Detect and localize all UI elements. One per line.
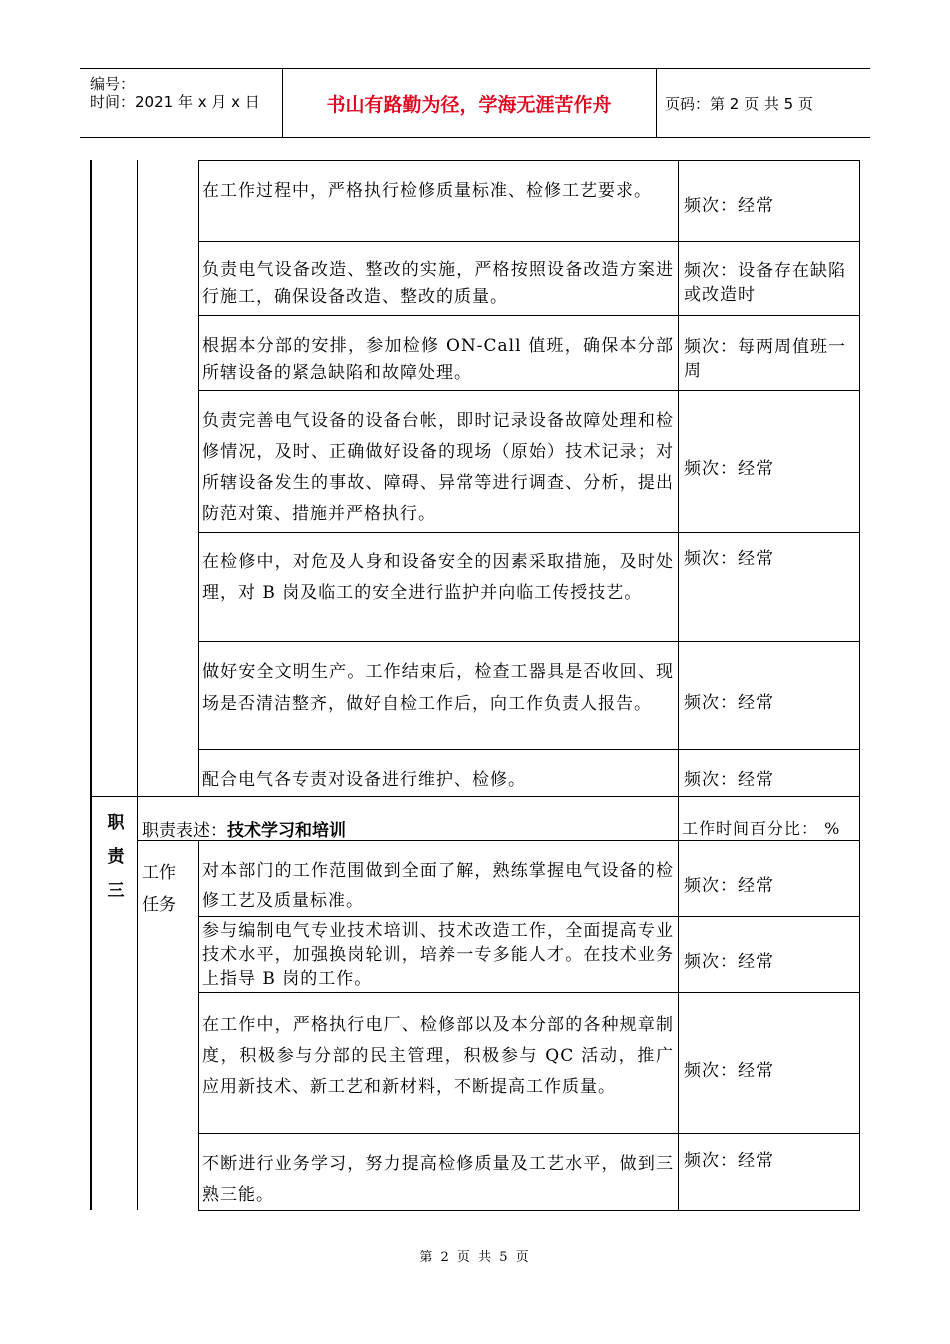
page-footer: 第 2 页 共 5 页 [419, 1250, 531, 1265]
task-text: 负责完善电气设备的设备台帐，即时记录设备故障处理和检修情况，及时、正确做好设备的现场（原始）技术记录；对所辖设备发生的事故、障碍、异常等进行调查、分析，提出防范对策、措施并严格执行。 [202, 411, 674, 524]
frequency-text: 频次：经常 [684, 952, 774, 972]
frequency-text: 频次：经常 [684, 549, 774, 569]
frequency-text: 频次：经常 [684, 1061, 774, 1081]
task-text: 对本部门的工作范围做到全面了解，熟练掌握电气设备的检修工艺及质量标准。 [202, 861, 674, 911]
duty-description: 职责表述：技术学习和培训 [142, 821, 346, 841]
task-text: 不断进行业务学习，努力提高检修质量及工艺水平，做到三熟三能。 [202, 1154, 674, 1205]
header-page-number: 页码：第 2 页 共 5 页 [665, 94, 813, 113]
task-text: 参与编制电气专业技术培训、技术改造工作，全面提高专业技术水平，加强换岗轮训，培养一专多能人才。在技术业务上指导 B 岗的工作。 [202, 921, 674, 989]
header-meta [80, 69, 282, 137]
frequency-text: 频次：经常 [684, 196, 774, 216]
frequency-text: 频次：设备存在缺陷或改造时 [684, 261, 846, 305]
frequency-text: 频次：每两周值班一周 [684, 337, 846, 381]
task-text: 在检修中，对危及人身和设备安全的因素采取措施，及时处理，对 B 岗及临工的安全进行监护并向临工传授技艺。 [202, 552, 674, 603]
task-text: 配合电气各专责对设备进行维护、检修。 [202, 770, 526, 790]
doc-time-label: 时间：2021 年 x 月 x 日 [90, 93, 260, 111]
frequency-text: 频次：经常 [684, 876, 774, 896]
task-text: 根据本分部的安排，参加检修 ON-Call 值班，确保本分部所辖设备的紧急缺陷和故障处理。 [202, 336, 674, 383]
task-text: 做好安全文明生产。工作结束后，检查工器具是否收回、现场是否清洁整齐，做好自检工作后，向工作负责人报告。 [202, 662, 674, 714]
header-motto: 书山有路勤为径，学海无涯苦作舟 [326, 93, 612, 116]
doc-number-label: 编号： [90, 75, 136, 93]
frequency-text: 频次：经常 [684, 770, 774, 790]
page-header [80, 68, 870, 138]
task-text: 在工作过程中，严格执行检修质量标准、检修工艺要求。 [202, 181, 652, 201]
duty-title: 技术学习和培训 [227, 821, 346, 841]
task-text: 负责电气设备改造、整改的实施，严格按照设备改造方案进行施工，确保设备改造、整改的质量。 [202, 260, 674, 307]
frequency-text: 频次：经常 [684, 693, 774, 713]
task-text: 在工作中，严格执行电厂、检修部以及本分部的各种规章制度，积极参与分部的民主管理，积极参与 QC 活动，推广应用新技术、新工艺和新材料，不断提高工作质量。 [202, 1015, 674, 1097]
section-label: 职 责 三 [107, 813, 125, 901]
work-time-percentage: 工作时间百分比： % [682, 819, 841, 838]
frequency-text: 频次：经常 [684, 459, 774, 479]
task-label: 工作 任务 [142, 863, 176, 915]
frequency-text: 频次：经常 [684, 1151, 774, 1171]
